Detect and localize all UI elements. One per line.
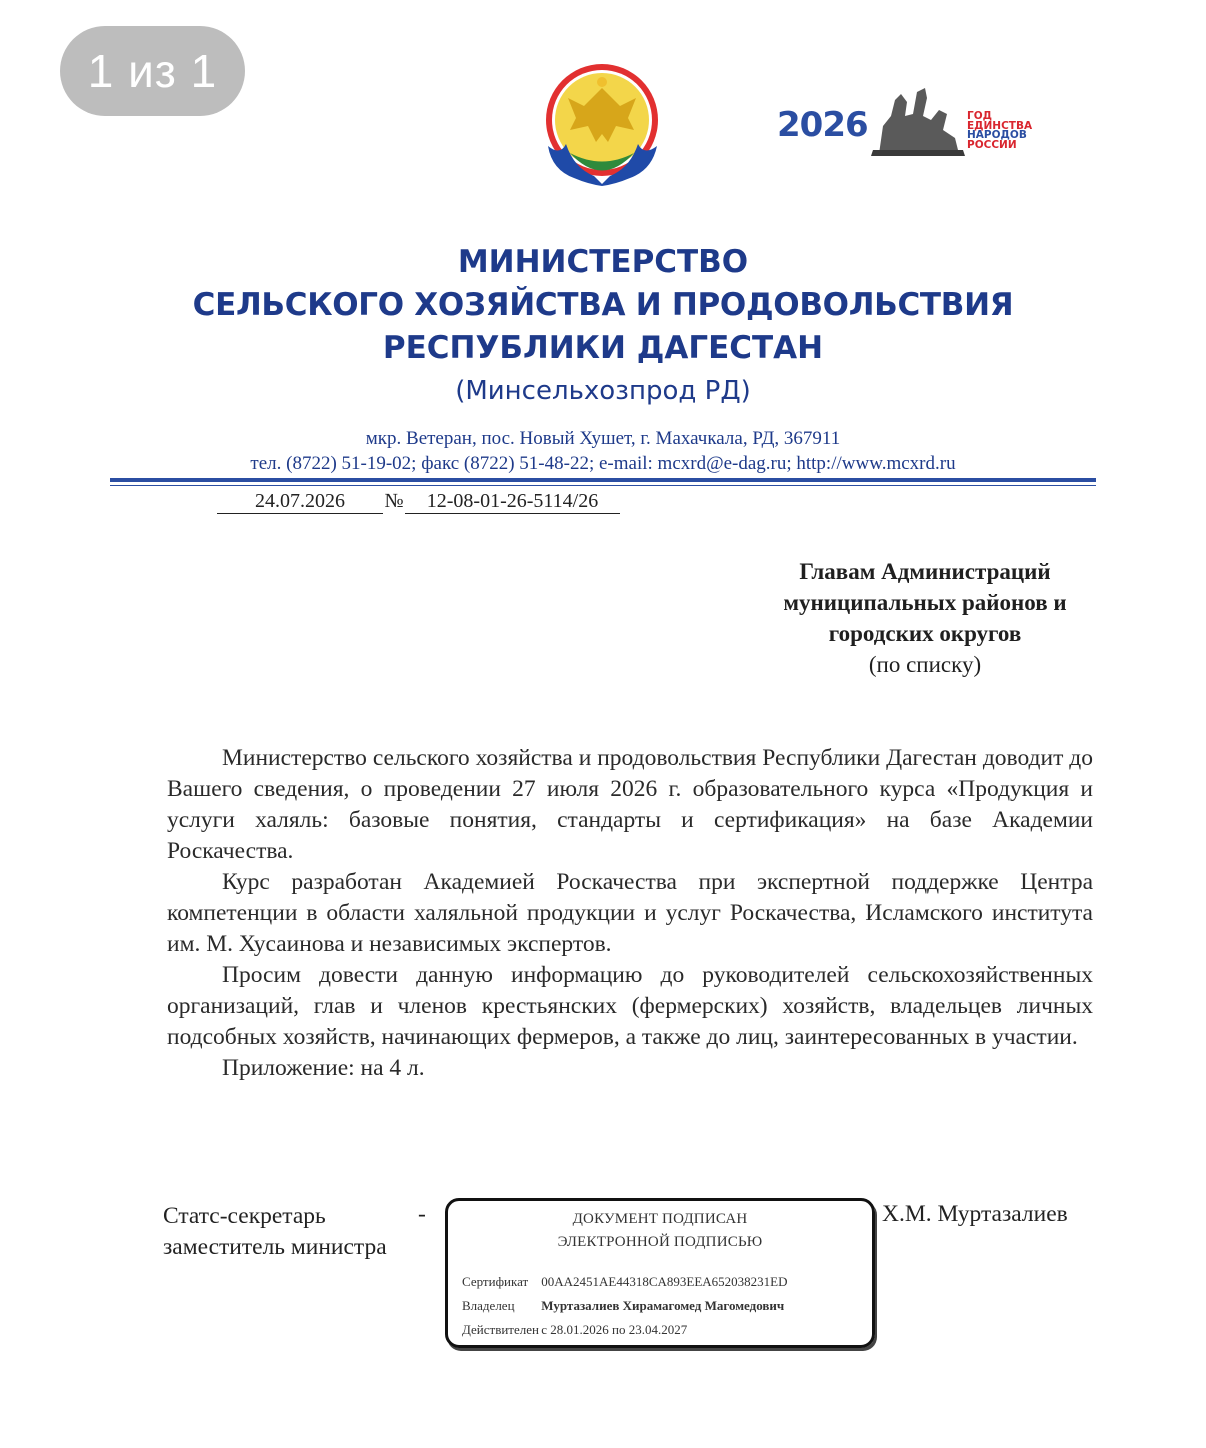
letter-body: [167, 743, 1093, 1084]
stamp-title: ЭЛЕКТРОННОЙ ПОДПИСЬЮ: [557, 1234, 763, 1250]
attachment-note: Приложение: на 4 л.: [222, 1055, 425, 1081]
stamp-validity-value: с 28.01.2026 по 23.04.2027: [541, 1322, 688, 1337]
stamp-validity-label: Действителен: [462, 1322, 539, 1337]
year-logo-caption-line: ЕДИНСТВА: [967, 119, 1033, 132]
year-logo-caption: [967, 112, 1062, 150]
year-logo-number: 2026: [777, 105, 868, 145]
document-date: 24.07.2026: [217, 490, 383, 514]
dagestan-coat-of-arms-icon: [540, 58, 665, 188]
letterhead-divider-thin: [110, 485, 1096, 486]
year-logo-caption-line: НАРОДОВ: [967, 129, 1027, 141]
body-paragraph: Министерство сельского хозяйства и продовольствия Республики Дагестан доводит до Вашего сведения, о проведении 27 июля 2026 г. образовательного курса «Продукция и услуги халяль: базовые понятия, стандарты и сертификация» на базе Академии Роскачества.: [167, 745, 1093, 864]
addressee-block: [740, 556, 1110, 680]
body-paragraph: Просим довести данную информацию до руководителей сельскохозяйственных организаций, глав и членов крестьянских (фермерских) хозяйств, владельцев личных подсобных хозяйств, начинающих фермеров, а также до лиц, заинтересованных в участии.: [167, 962, 1093, 1050]
body-paragraph: Курс разработан Академией Роскачества при экспертной поддержке Центра компетенции в области халяльной продукции и услуг Роскачества, Исламского института им. М. Хусаинова и независимых экспертов.: [167, 869, 1093, 957]
stamp-title: ДОКУМЕНТ ПОДПИСАН: [572, 1211, 748, 1227]
signature-dash: -: [418, 1201, 426, 1227]
document-number: 12-08-01-26-5114/26: [405, 490, 620, 514]
addressee-line: городских округов: [828, 621, 1022, 646]
signatory-name: Х.М. Муртазалиев: [882, 1201, 1068, 1227]
stamp-certificate-value: 00AA2451AE44318CA893EEA652038231ED: [541, 1274, 788, 1289]
letterhead-divider: [110, 478, 1096, 482]
signatory-position-line: заместитель министра: [163, 1234, 387, 1260]
page-indicator-badge[interactable]: 1 из 1: [60, 26, 245, 116]
number-sign: №: [384, 490, 404, 512]
year-of-unity-logo: [777, 86, 1062, 156]
signatory-position: [163, 1201, 387, 1263]
signatory-position-line: Статс-секретарь: [163, 1203, 326, 1229]
year-logo-caption-line: ГОД: [967, 110, 992, 122]
year-logo-caption-line: РОССИИ: [967, 138, 1017, 151]
ministry-contacts: тел. (8722) 51-19-02; факс (8722) 51-48-22; e-mail: mcxrd@e-dag.ru; http://www.mcxrd.ru: [250, 453, 956, 474]
stamp-owner-value: Муртазалиев Хирамагомед Магомедович: [541, 1298, 785, 1313]
stamp-validity-row: [462, 1322, 687, 1338]
electronic-signature-stamp: [445, 1198, 875, 1348]
ministry-title-line: МИНИСТЕРСТВО: [457, 244, 749, 280]
ministry-short-name: (Минсельхозпрод РД): [455, 376, 751, 406]
addressee-line: муниципальных районов и: [783, 590, 1067, 615]
ministry-address: мкр. Ветеран, пос. Новый Хушет, г. Махачкала, РД, 367911: [365, 428, 841, 449]
stamp-certificate-row: [462, 1274, 788, 1290]
ministry-title-line: СЕЛЬСКОГО ХОЗЯЙСТВА И ПРОДОВОЛЬСТВИЯ: [192, 287, 1014, 323]
addressee-note: (по списку): [868, 652, 982, 677]
stamp-certificate-label: Сертификат: [462, 1274, 529, 1289]
stamp-owner-label: Владелец: [462, 1298, 515, 1313]
monument-sculpture-icon: [869, 86, 967, 156]
stamp-owner-row: [462, 1298, 784, 1314]
ministry-title-line: РЕСПУБЛИКИ ДАГЕСТАН: [382, 330, 824, 366]
addressee-line: Главам Администраций: [799, 559, 1051, 584]
